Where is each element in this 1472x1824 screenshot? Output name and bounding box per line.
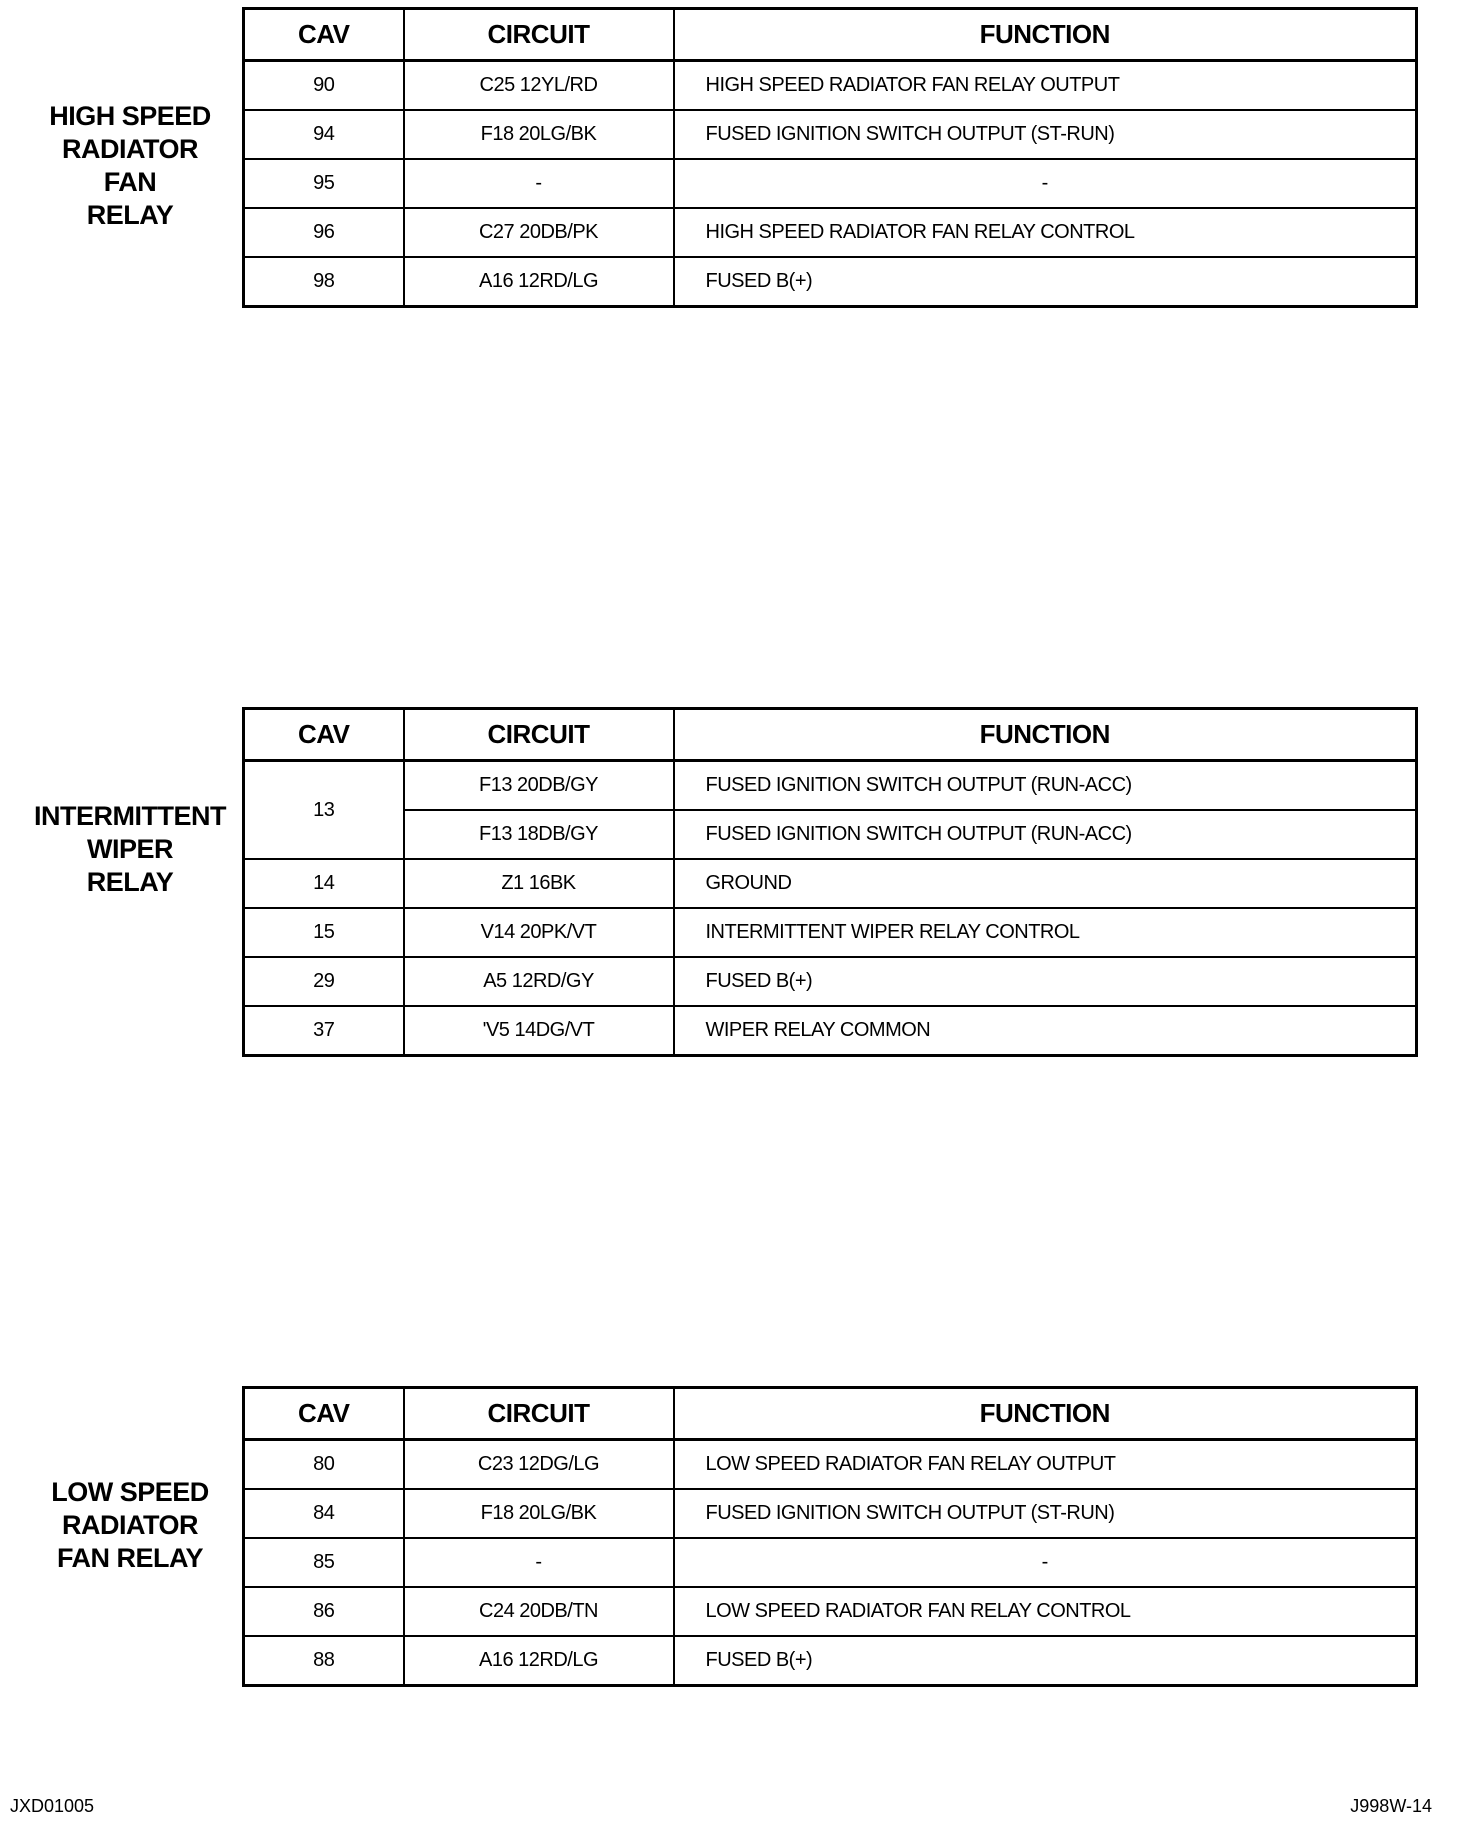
function-cell: - [674, 159, 1417, 208]
table-row [244, 1587, 1417, 1636]
table-row [244, 257, 1417, 307]
table-row [244, 1538, 1417, 1587]
cav-cell: 14 [244, 859, 404, 908]
circuit-cell: C23 12DG/LG [404, 1440, 674, 1490]
label-line: WIPER [86, 834, 173, 864]
cav-cell: 95 [244, 159, 404, 208]
function-cell: FUSED IGNITION SWITCH OUTPUT (RUN-ACC) [674, 810, 1417, 859]
table-row [244, 810, 1417, 859]
table-row [244, 1440, 1417, 1490]
function-cell: WIPER RELAY COMMON [674, 1006, 1417, 1056]
connector-label [30, 1476, 230, 1575]
function-cell: HIGH SPEED RADIATOR FAN RELAY OUTPUT [674, 61, 1417, 111]
circuit-cell: - [404, 159, 674, 208]
header-cav: CAV [244, 1388, 404, 1440]
label-line: HIGH SPEED [49, 101, 211, 131]
header-row [244, 1388, 1417, 1440]
function-cell: INTERMITTENT WIPER RELAY CONTROL [674, 908, 1417, 957]
label-line: FAN [103, 167, 157, 197]
table-row [244, 859, 1417, 908]
circuit-cell: - [404, 1538, 674, 1587]
figure-code-right: J998W-14 [1350, 1796, 1432, 1816]
label-line: RELAY [86, 200, 174, 230]
circuit-cell: C24 20DB/TN [404, 1587, 674, 1636]
header-circuit: CIRCUIT [404, 9, 674, 61]
header-function: FUNCTION [674, 1388, 1417, 1440]
circuit-cell: C27 20DB/PK [404, 208, 674, 257]
table-row [244, 957, 1417, 1006]
cav-cell: 90 [244, 61, 404, 111]
header-function: FUNCTION [674, 9, 1417, 61]
circuit-cell: 'V5 14DG/VT [404, 1006, 674, 1056]
circuit-cell: F18 20LG/BK [404, 110, 674, 159]
table-row [244, 1489, 1417, 1538]
connector-label [30, 100, 230, 232]
cav-cell: 80 [244, 1440, 404, 1490]
table-row [244, 61, 1417, 111]
header-cav: CAV [244, 709, 404, 761]
cav-cell: 13 [244, 761, 404, 860]
table-row [244, 110, 1417, 159]
table-row [244, 761, 1417, 811]
function-cell: FUSED B(+) [674, 1636, 1417, 1686]
cav-cell: 96 [244, 208, 404, 257]
header-function: FUNCTION [674, 709, 1417, 761]
header-cav: CAV [244, 9, 404, 61]
function-cell: - [674, 1538, 1417, 1587]
label-line: LOW SPEED [51, 1477, 209, 1507]
label-line: RELAY [86, 867, 174, 897]
cav-cell: 86 [244, 1587, 404, 1636]
connector-label [30, 800, 230, 899]
table-row [244, 159, 1417, 208]
function-cell: FUSED B(+) [674, 957, 1417, 1006]
table-row [244, 1006, 1417, 1056]
function-cell: GROUND [674, 859, 1417, 908]
label-line: INTERMITTENT [34, 801, 226, 831]
circuit-cell: F13 18DB/GY [404, 810, 674, 859]
function-cell: FUSED IGNITION SWITCH OUTPUT (ST-RUN) [674, 110, 1417, 159]
header-circuit: CIRCUIT [404, 1388, 674, 1440]
label-line: RADIATOR [62, 1510, 198, 1540]
circuit-cell: Z1 16BK [404, 859, 674, 908]
header-row [244, 9, 1417, 61]
cav-cell: 88 [244, 1636, 404, 1686]
cav-cell: 84 [244, 1489, 404, 1538]
pinout-table [242, 1386, 1418, 1687]
function-cell: FUSED IGNITION SWITCH OUTPUT (RUN-ACC) [674, 761, 1417, 811]
function-cell: FUSED B(+) [674, 257, 1417, 307]
table-row [244, 1636, 1417, 1686]
function-cell: LOW SPEED RADIATOR FAN RELAY OUTPUT [674, 1440, 1417, 1490]
circuit-cell: C25 12YL/RD [404, 61, 674, 111]
pinout-table [242, 7, 1418, 308]
header-circuit: CIRCUIT [404, 709, 674, 761]
cav-cell: 29 [244, 957, 404, 1006]
table-row [244, 208, 1417, 257]
cav-cell: 37 [244, 1006, 404, 1056]
header-row [244, 709, 1417, 761]
circuit-cell: F18 20LG/BK [404, 1489, 674, 1538]
cav-cell: 98 [244, 257, 404, 307]
function-cell: HIGH SPEED RADIATOR FAN RELAY CONTROL [674, 208, 1417, 257]
cav-cell: 94 [244, 110, 404, 159]
pinout-table [242, 707, 1418, 1057]
function-cell: LOW SPEED RADIATOR FAN RELAY CONTROL [674, 1587, 1417, 1636]
document-code-left: JXD01005 [10, 1796, 95, 1816]
label-line: FAN RELAY [56, 1543, 204, 1573]
circuit-cell: V14 20PK/VT [404, 908, 674, 957]
circuit-cell: A16 12RD/LG [404, 1636, 674, 1686]
label-line: RADIATOR [62, 134, 198, 164]
cav-cell: 15 [244, 908, 404, 957]
cav-cell: 85 [244, 1538, 404, 1587]
function-cell: FUSED IGNITION SWITCH OUTPUT (ST-RUN) [674, 1489, 1417, 1538]
table-row [244, 908, 1417, 957]
circuit-cell: F13 20DB/GY [404, 761, 674, 811]
circuit-cell: A5 12RD/GY [404, 957, 674, 1006]
circuit-cell: A16 12RD/LG [404, 257, 674, 307]
